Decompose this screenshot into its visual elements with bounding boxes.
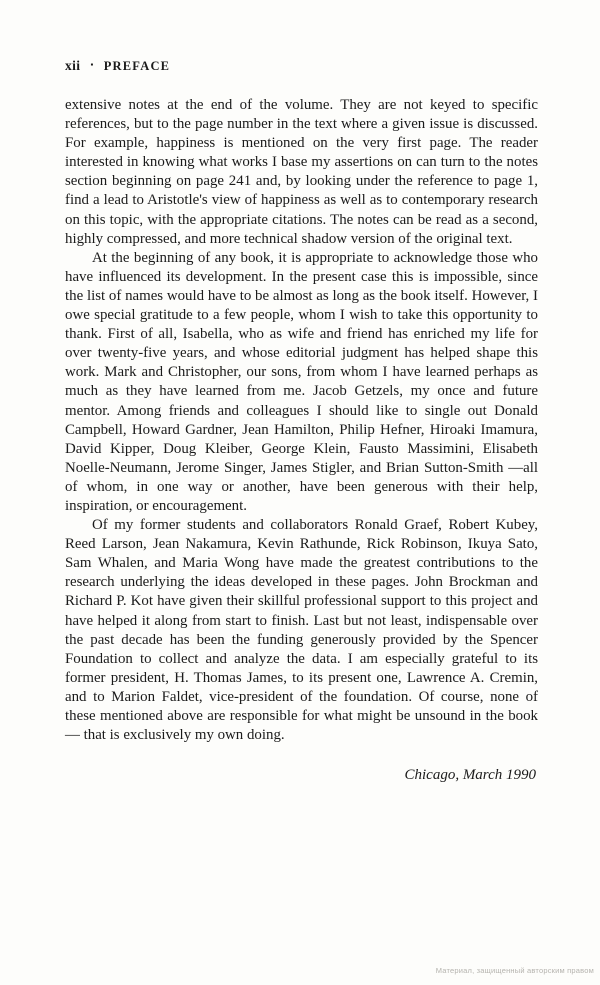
paragraph: At the beginning of any book, it is appropriate to acknowledge those who have influenced its development. In the present case this is impossible, since the list of names would have to be almost as long as the book itself. However, I owe special gratitude to a few people, whom I wish to take this opportunity to thank. First of all, Isabella, who as wife and friend has enriched my life for over twenty-five years, and whose editorial judgment has helped shape this work. Mark and Christopher, our sons, from whom I have learned perhaps as much as they have learned from me. Jacob Getzels, my once and future mentor. Among friends and colleagues I should like to single out Donald Campbell, Howard Gardner, Jean Hamilton, Philip Hefner, Hiroaki Imamura, David Kipper, Doug Kleiber, George Klein, Fausto Massimini, Elisabeth Noelle-Neumann, Jerome Singer, James Stigler, and Brian Sutton-Smith —all of whom, in one way or another, have been generous with their help, inspiration, or encouragement. (65, 249, 538, 514)
paragraph: extensive notes at the end of the volume. They are not keyed to specific references, but to the page number in the text where a given issue is discussed. For example, happiness is mentioned on the very first page. The reader interested in knowing what works I base my assertions on can turn to the notes section beginning on page 241 and, by looking under the reference to page 1, find a lead to Aristotle's view of happiness as well as to contemporary research on this topic, with the appropriate citations. The notes can be read as a second, highly compressed, and more technical shadow version of the original text. (65, 97, 538, 247)
dateline: Chicago, March 1990 (404, 767, 536, 784)
running-head (65, 58, 538, 74)
paragraph: Of my former students and collaborators Ronald Graef, Robert Kubey, Reed Larson, Jean Nakamura, Kevin Rathunde, Rick Robinson, Ikuya Sato, Sam Whalen, and Maria Wong have made the greatest contributions to the research underlying the ideas developed in these pages. John Brockman and Richard P. Kot have given their skillful professional support to this project and have helped it along from start to finish. Last but not least, indispensable over the past decade has been the funding generously provided by the Spencer Foundation to collect and analyze the data. I am especially grateful to its former president, H. Thomas James, to its present one, Lawrence A. Cremin, and to Marion Faldet, vice-president of the foundation. Of course, none of these mentioned above are responsible for what might be unsound in the book— that is exclusively my own doing. (65, 517, 538, 744)
page-number: xii (65, 58, 81, 73)
chapter-title: PREFACE (103, 58, 171, 73)
page-body (65, 96, 538, 785)
square-bullet-icon: ▪ (90, 60, 94, 69)
copyright-watermark: Материал, защищенный авторским правом (435, 966, 594, 975)
